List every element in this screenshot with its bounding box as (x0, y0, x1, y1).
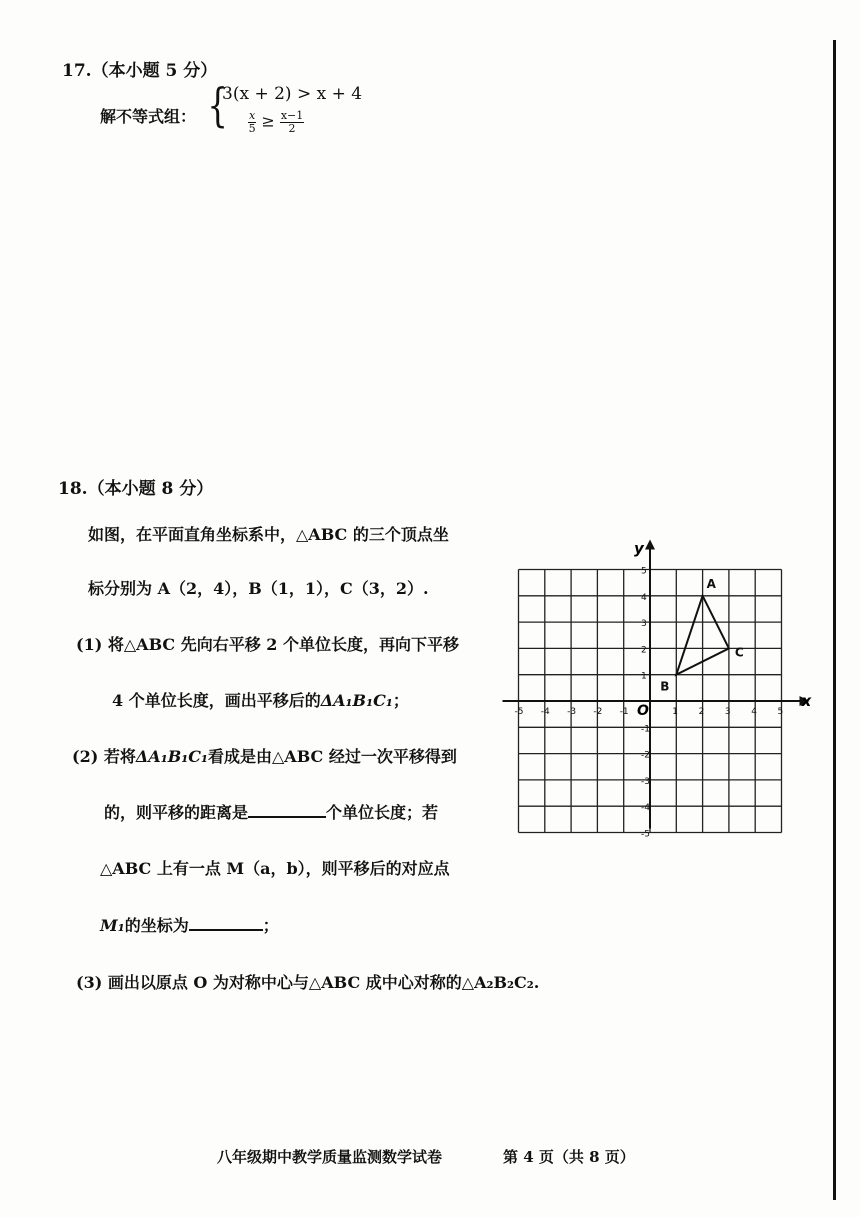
q17-header: 17.（本小题 5 分） (62, 61, 218, 81)
origin-label: O (637, 703, 649, 719)
x-tick-label: 1 (672, 707, 679, 717)
system-brace: { (207, 78, 228, 132)
y-tick-label: -5 (641, 829, 650, 840)
q17-prompt: 解不等式组： (100, 107, 197, 126)
answer-blank-coordinate[interactable] (189, 915, 263, 931)
x-axis-label: x (801, 692, 812, 710)
y-axis-label: y (634, 539, 644, 558)
x-tick-label: -1 (619, 707, 629, 717)
page-border-line (833, 40, 836, 1200)
x-tick-label: -5 (514, 707, 524, 717)
y-tick-label: 5 (641, 566, 647, 577)
q17-inequality-1: 3(x + 2) > x + 4 (222, 84, 363, 104)
y-tick-label: 1 (641, 671, 647, 682)
coordinate-grid (500, 528, 830, 863)
q18-part3: (3) 画出以原点 O 为对称中心与△ABC 成中心对称的△A₂B₂C₂. (76, 973, 540, 992)
x-tick-label: 3 (724, 707, 731, 717)
q18-intro-line1: 如图，在平面直角坐标系中，△ABC 的三个顶点坐 (88, 525, 449, 544)
y-tick-label: 2 (641, 645, 647, 656)
q17-inequality-2: $\frac{x}{5}$ ≥ $\frac{x-1}{2}$ (248, 109, 304, 135)
q18-part2-line1: (2) 若将ΔA₁B₁C₁看成是由△ABC 经过一次平移得到 (72, 747, 457, 766)
q18-part1-line1: (1) 将△ABC 先向右平移 2 个单位长度，再向下平移 (76, 635, 459, 654)
y-tick-label: -4 (641, 803, 650, 814)
vertex-label-b: B (660, 679, 670, 694)
q18-part2-line2: 的，则平移的距离是 个单位长度；若 (104, 803, 439, 822)
x-tick-label: 2 (698, 707, 705, 717)
x-tick-label: 5 (777, 707, 784, 717)
footer-page-info: 第 4 页（共 8 页） (503, 1148, 635, 1166)
x-tick-label: 4 (751, 707, 757, 717)
q18-part2-line4: M₁的坐标为 ； (100, 916, 279, 935)
q18-part2-line3: △ABC 上有一点 M（a，b），则平移后的对应点 (100, 859, 450, 878)
vertex-label-c: C (734, 645, 744, 660)
x-tick-label: -3 (567, 707, 577, 717)
y-tick-label: -3 (641, 776, 650, 787)
footer-exam-title: 八年级期中教学质量监测数学试卷 (217, 1148, 443, 1166)
y-tick-label: 4 (641, 592, 647, 603)
q18-intro-line2: 标分别为 A（2，4），B（1，1），C（3，2）. (88, 579, 429, 598)
y-tick-label: -1 (641, 724, 650, 735)
q18-header: 18.（本小题 8 分） (58, 479, 214, 499)
q18-part1-line2: 4 个单位长度，画出平移后的ΔA₁B₁C₁； (112, 691, 409, 710)
x-tick-label: -4 (540, 707, 550, 717)
axes (503, 540, 810, 829)
y-tick-label: 3 (641, 619, 647, 630)
y-axis-arrow (645, 540, 655, 550)
answer-blank-distance[interactable] (248, 802, 326, 818)
x-tick-label: -2 (593, 707, 603, 717)
vertex-label-a: A (706, 576, 716, 591)
y-tick-label: -2 (641, 750, 650, 761)
